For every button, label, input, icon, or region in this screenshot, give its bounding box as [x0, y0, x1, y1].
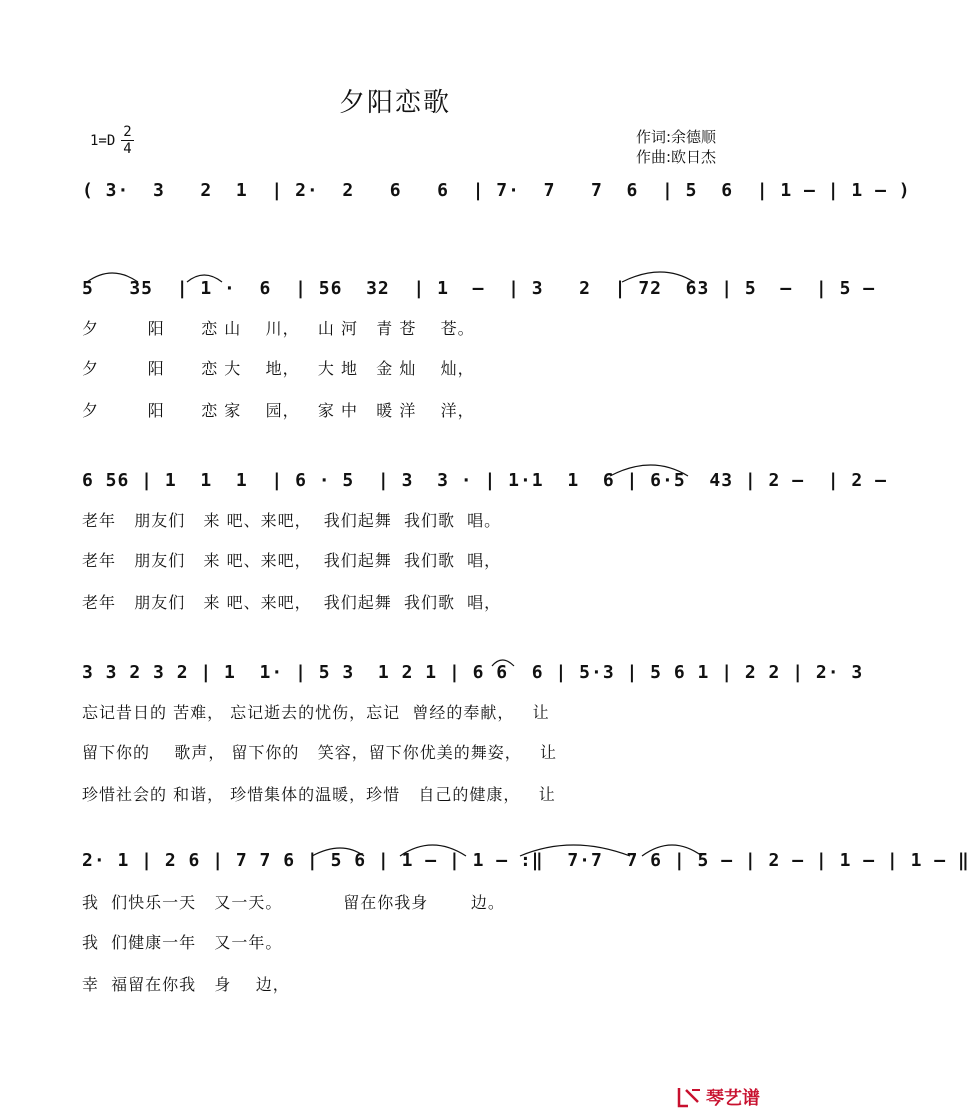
key-signature — [90, 124, 134, 157]
lyric-verse-3: 珍惜社会的 和谐， 珍惜集体的温暖，珍惜 自己的健康， 让 — [82, 785, 556, 804]
system-2 — [82, 266, 876, 426]
lyric-verse-2: 老年 朋友们 来 吧、来吧， 我们起舞 我们歌 唱， — [82, 551, 502, 570]
lyricist: 作词:余德顺 — [636, 128, 717, 146]
key-label: 1=D — [90, 132, 116, 149]
lyric-verse-1: 我 们快乐一天 又一天。 留在你我身 边。 — [82, 893, 505, 912]
time-signature — [121, 124, 133, 157]
notes-line: 2· 1 | 2 6 | 7 7 6 | 5 6 | 1 – | 1 – :‖ 7·7 7 6 | 5 – | 2 – | 1 – | 1 – ‖ — [82, 850, 970, 871]
system-1 — [82, 176, 911, 216]
watermark-logo — [676, 1084, 760, 1110]
system-5 — [82, 838, 970, 998]
notes-line: 3 3 2 3 2 | 1 1· | 5 3 1 2 1 | 6 6 6 | 5·3 | 5 6 1 | 2 2 | 2· 3 — [82, 662, 864, 683]
notes-line: 6 56 | 1 1 1 | 6 · 5 | 3 3 · | 1·1 1 6 | 6·5 43 | 2 – | 2 – — [82, 470, 887, 491]
notes-line: ( 3· 3 2 1 | 2· 2 6 6 | 7· 7 7 6 | 5 6 | 1 – | 1 – ) — [82, 180, 911, 201]
system-3 — [82, 458, 887, 618]
lyric-verse-2: 我 们健康一年 又一年。 — [82, 933, 283, 952]
notes-line: 5 35 | 1 · 6 | 56 32 | 1 – | 3 2 | 72 63 | 5 – | 5 – — [82, 278, 876, 299]
lyric-verse-1: 夕 阳 恋 山 川， 山 河 青 苍 苍。 — [82, 319, 475, 338]
lyric-verse-2: 留下你的 歌声， 留下你的 笑容，留下你优美的舞姿， 让 — [82, 743, 557, 762]
logo-icon — [676, 1086, 702, 1108]
lyric-verse-1: 老年 朋友们 来 吧、来吧， 我们起舞 我们歌 唱。 — [82, 511, 502, 530]
lyric-verse-2: 夕 阳 恋 大 地， 大 地 金 灿 灿， — [82, 359, 475, 378]
time-denominator: 4 — [123, 141, 132, 157]
time-numerator: 2 — [123, 124, 132, 140]
score-title: 夕阳恋歌 — [338, 88, 451, 118]
lyric-verse-3: 夕 阳 恋 家 园， 家 中 暖 洋 洋， — [82, 401, 475, 420]
system-4 — [82, 650, 864, 810]
lyric-verse-3: 老年 朋友们 来 吧、来吧， 我们起舞 我们歌 唱， — [82, 593, 502, 612]
watermark-text: 琴艺谱 — [706, 1088, 760, 1109]
composer: 作曲:欧日杰 — [636, 148, 717, 166]
lyric-verse-1: 忘记昔日的 苦难， 忘记逝去的忧伤，忘记 曾经的奉献， 让 — [82, 703, 550, 722]
lyric-verse-3: 幸 福留在你我 身 边， — [82, 975, 290, 994]
credits — [636, 127, 716, 167]
